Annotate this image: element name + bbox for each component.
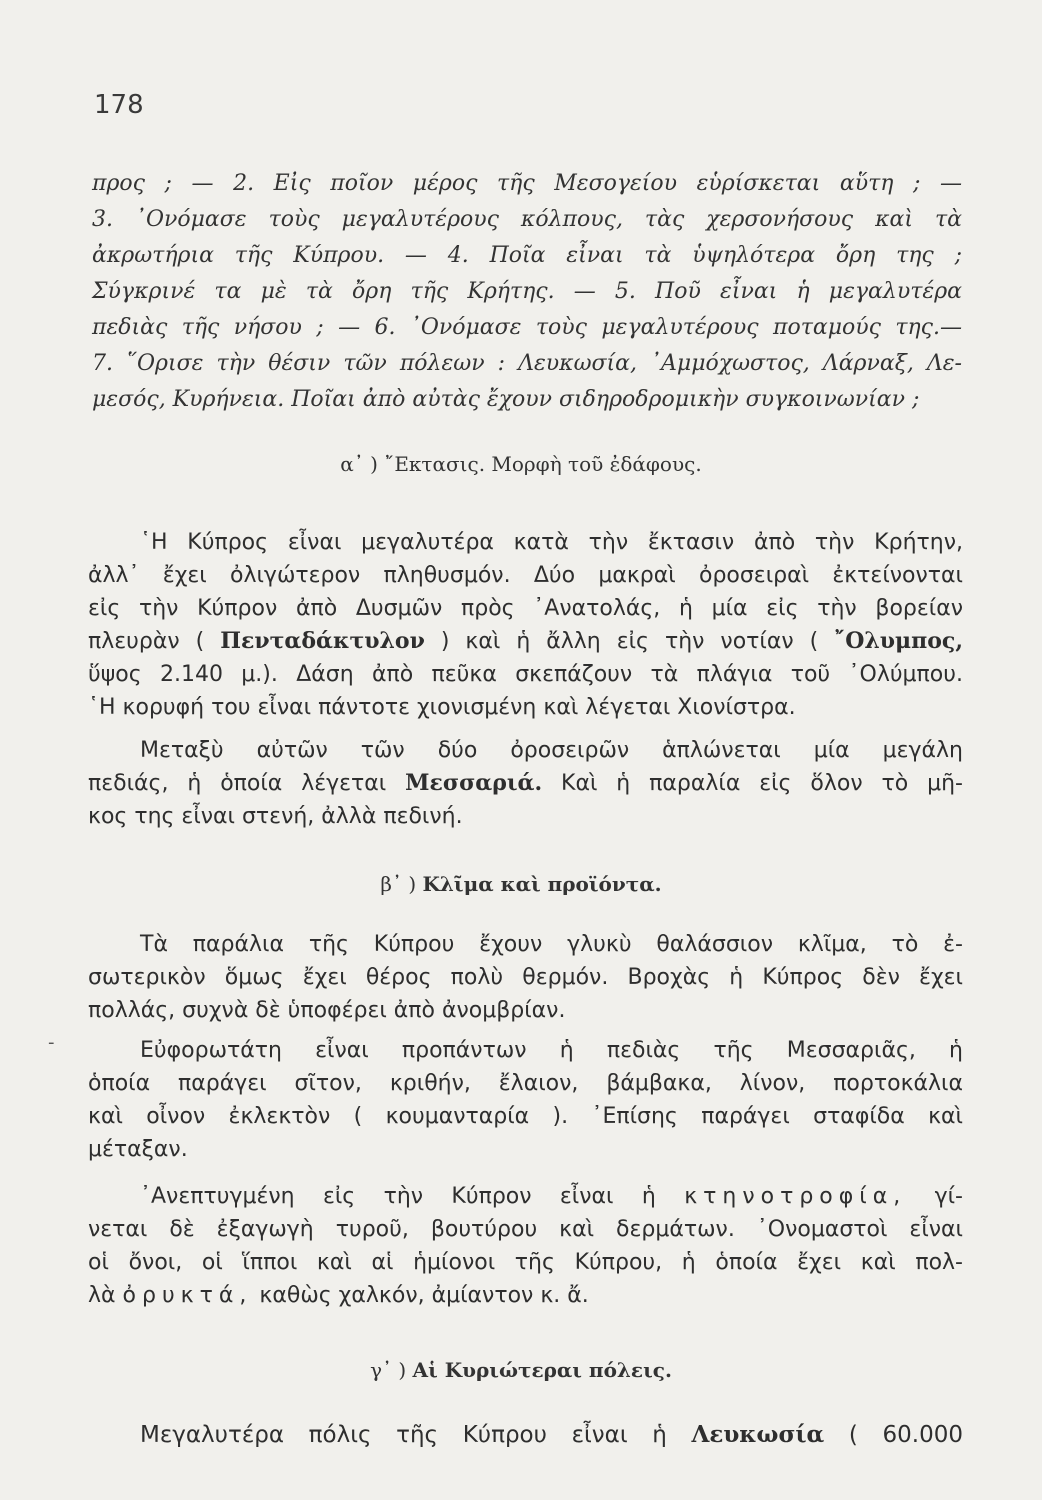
text-line: εἰς τὴν Κύπρον ἀπὸ Δυσμῶν πρὸς ᾿Ανατολάς, ἡ μία εἰς τὴν βορείαν — [88, 596, 963, 621]
section-c-heading — [0, 1358, 1042, 1382]
text-line: Μεταξὺ αὐτῶν τῶν δύο ὀροσειρῶν ἁπλώνεται μία μεγάλη — [140, 738, 963, 763]
text-span: ( 60.000 — [848, 1422, 964, 1448]
review-questions — [92, 166, 962, 418]
text-span: λὰ — [88, 1283, 116, 1308]
text-span: πεδιάς, ἡ ὁποία λέγεται — [88, 771, 387, 796]
text-line — [88, 625, 963, 658]
text-line: ὕψος 2.140 μ.). Δάση ἀπὸ πεῦκα σκεπάζουν τὰ πλάγια τοῦ ᾿Ολύμπου. — [88, 662, 963, 687]
question-line: μεσός, Κυρήνεια. Ποῖαι ἀπὸ αὐτὰς ἔχουν σιδηροδρομικὴν συγκοινωνίαν ; — [92, 387, 920, 412]
section-a-heading — [0, 452, 1042, 476]
text-line: Τὰ παράλια τῆς Κύπρου ἔχουν γλυκὺ θαλάσσιον κλῖμα, τὸ ἐ- — [140, 932, 963, 957]
city-name-lefkosia: Λευκωσία — [691, 1421, 825, 1448]
text-line — [88, 767, 963, 800]
question-line: ἀκρωτήρια τῆς Κύπρου. — 4. Ποῖα εἶναι τὰ ὑψηλότερα ὄρη της ; — [92, 243, 962, 268]
text-line: ῾Η κορυφή του εἶναι πάντοτε χιονισμένη καὶ λέγεται Χιονίστρα. — [88, 695, 796, 720]
section-b-label: β᾽ ) — [380, 872, 417, 896]
section-a-paragraph-2 — [88, 734, 963, 833]
question-line: 7. ῞Ορισε τὴν θέσιν τῶν πόλεων : Λευκωσία, ᾿Αμμόχωστος, Λάρναξ, Λε- — [92, 351, 962, 376]
text-line — [88, 1180, 963, 1213]
mountain-name-pentadaktylos: Πενταδάκτυλον — [220, 628, 425, 654]
text-line — [88, 1418, 963, 1452]
text-line: ἀλλ᾽ ἔχει ὀλιγώτερον πληθυσμόν. Δύο μακραὶ ὀροσειραὶ ἐκτείνονται — [88, 563, 963, 588]
text-line: πολλάς, συχνὰ δὲ ὑποφέρει ἀπὸ ἀνομβρίαν. — [88, 998, 566, 1023]
text-line: ῾Η Κύπρος εἶναι μεγαλυτέρα κατὰ τὴν ἔκτασιν ἀπὸ τὴν Κρήτην, — [140, 530, 963, 555]
text-line — [88, 1279, 963, 1312]
text-line: κος της εἶναι στενή, ἀλλὰ πεδινή. — [88, 804, 463, 829]
section-b-paragraph-3 — [88, 1180, 963, 1312]
section-b-paragraph-1 — [88, 928, 963, 1027]
page-number: 178 — [94, 90, 144, 120]
text-line: Εὐφορωτάτη εἶναι προπάντων ἡ πεδιὰς τῆς Μεσσαριᾶς, ἡ — [140, 1038, 963, 1063]
mountain-name-olympos: ῎Ολυμπος, — [834, 628, 963, 654]
text-span: καθὼς χαλκόν, ἀμίαντον κ. ἄ. — [259, 1283, 589, 1308]
question-line: 3. ᾿Ονόμασε τοὺς μεγαλυτέρους κόλπους, τὰς χερσονήσους καὶ τὰ — [92, 207, 962, 232]
section-a-label: α᾽ ) — [340, 452, 378, 476]
spaced-word: κτηνοτροφία, — [684, 1184, 907, 1209]
section-c-paragraph-1 — [88, 1418, 963, 1452]
section-c-title: Αἱ Κυριώτεραι πόλεις. — [412, 1358, 672, 1382]
section-b-heading — [0, 872, 1042, 896]
text-line: σωτερικὸν ὅμως ἔχει θέρος πολὺ θερμόν. Βροχὰς ἡ Κύπρος δὲν ἔχει — [88, 965, 963, 990]
section-a-paragraph-1 — [88, 526, 963, 724]
section-b-title: Κλῖμα καὶ προϊόντα. — [422, 872, 662, 896]
question-line: προς ; — 2. Εἰς ποῖον μέρος τῆς Μεσογείου εὑρίσκεται αὕτη ; — — [92, 171, 962, 196]
text-span: Καὶ ἡ παραλία εἰς ὅλον τὸ μῆ- — [561, 771, 963, 796]
text-line: νεται δὲ ἐξαγωγὴ τυροῦ, βουτύρου καὶ δερμάτων. ᾿Ονομαστοὶ εἶναι — [88, 1217, 963, 1242]
text-line: μέταξαν. — [88, 1137, 188, 1162]
plain-name-mesaoria: Μεσσαριά. — [405, 770, 543, 796]
text-span: πλευρὰν ( — [88, 629, 205, 654]
text-span: γί- — [934, 1184, 963, 1209]
spaced-word: ὀρυκτά, — [122, 1283, 253, 1308]
section-a-title: ῎Εκτασις. Μορφὴ τοῦ ἐδάφους. — [384, 452, 702, 476]
text-line: οἱ ὄνοι, οἱ ἵπποι καὶ αἱ ἡμίονοι τῆς Κύπρου, ἡ ὁποία ἔχει καὶ πολ- — [88, 1250, 963, 1275]
section-c-label: γ᾽ ) — [370, 1358, 407, 1382]
section-b-paragraph-2 — [88, 1034, 963, 1166]
question-line: πεδιὰς τῆς νήσου ; — 6. ᾿Ονόμασε τοὺς μεγαλυτέρους ποταμούς της.— — [92, 315, 962, 340]
text-line: ὁποία παράγει σῖτον, κριθήν, ἔλαιον, βάμβακα, λίνον, πορτοκάλια — [88, 1071, 963, 1096]
text-span: ᾿Ανεπτυγμένη εἰς τὴν Κύπρον εἶναι ἡ — [140, 1184, 656, 1209]
margin-dash-mark: - — [48, 1032, 55, 1053]
text-line: καὶ οἶνον ἐκλεκτὸν ( κουμανταρία ). ᾿Επίσης παράγει σταφίδα καὶ — [88, 1104, 963, 1129]
text-span: ) καὶ ἡ ἄλλη εἰς τὴν νοτίαν ( — [440, 629, 819, 654]
text-span: Μεγαλυτέρα πόλις τῆς Κύπρου εἶναι ἡ — [140, 1422, 667, 1448]
question-line: Σύγκρινέ τα μὲ τὰ ὄρη τῆς Κρήτης. — 5. Ποῦ εἶναι ἡ μεγαλυτέρα — [92, 279, 962, 304]
